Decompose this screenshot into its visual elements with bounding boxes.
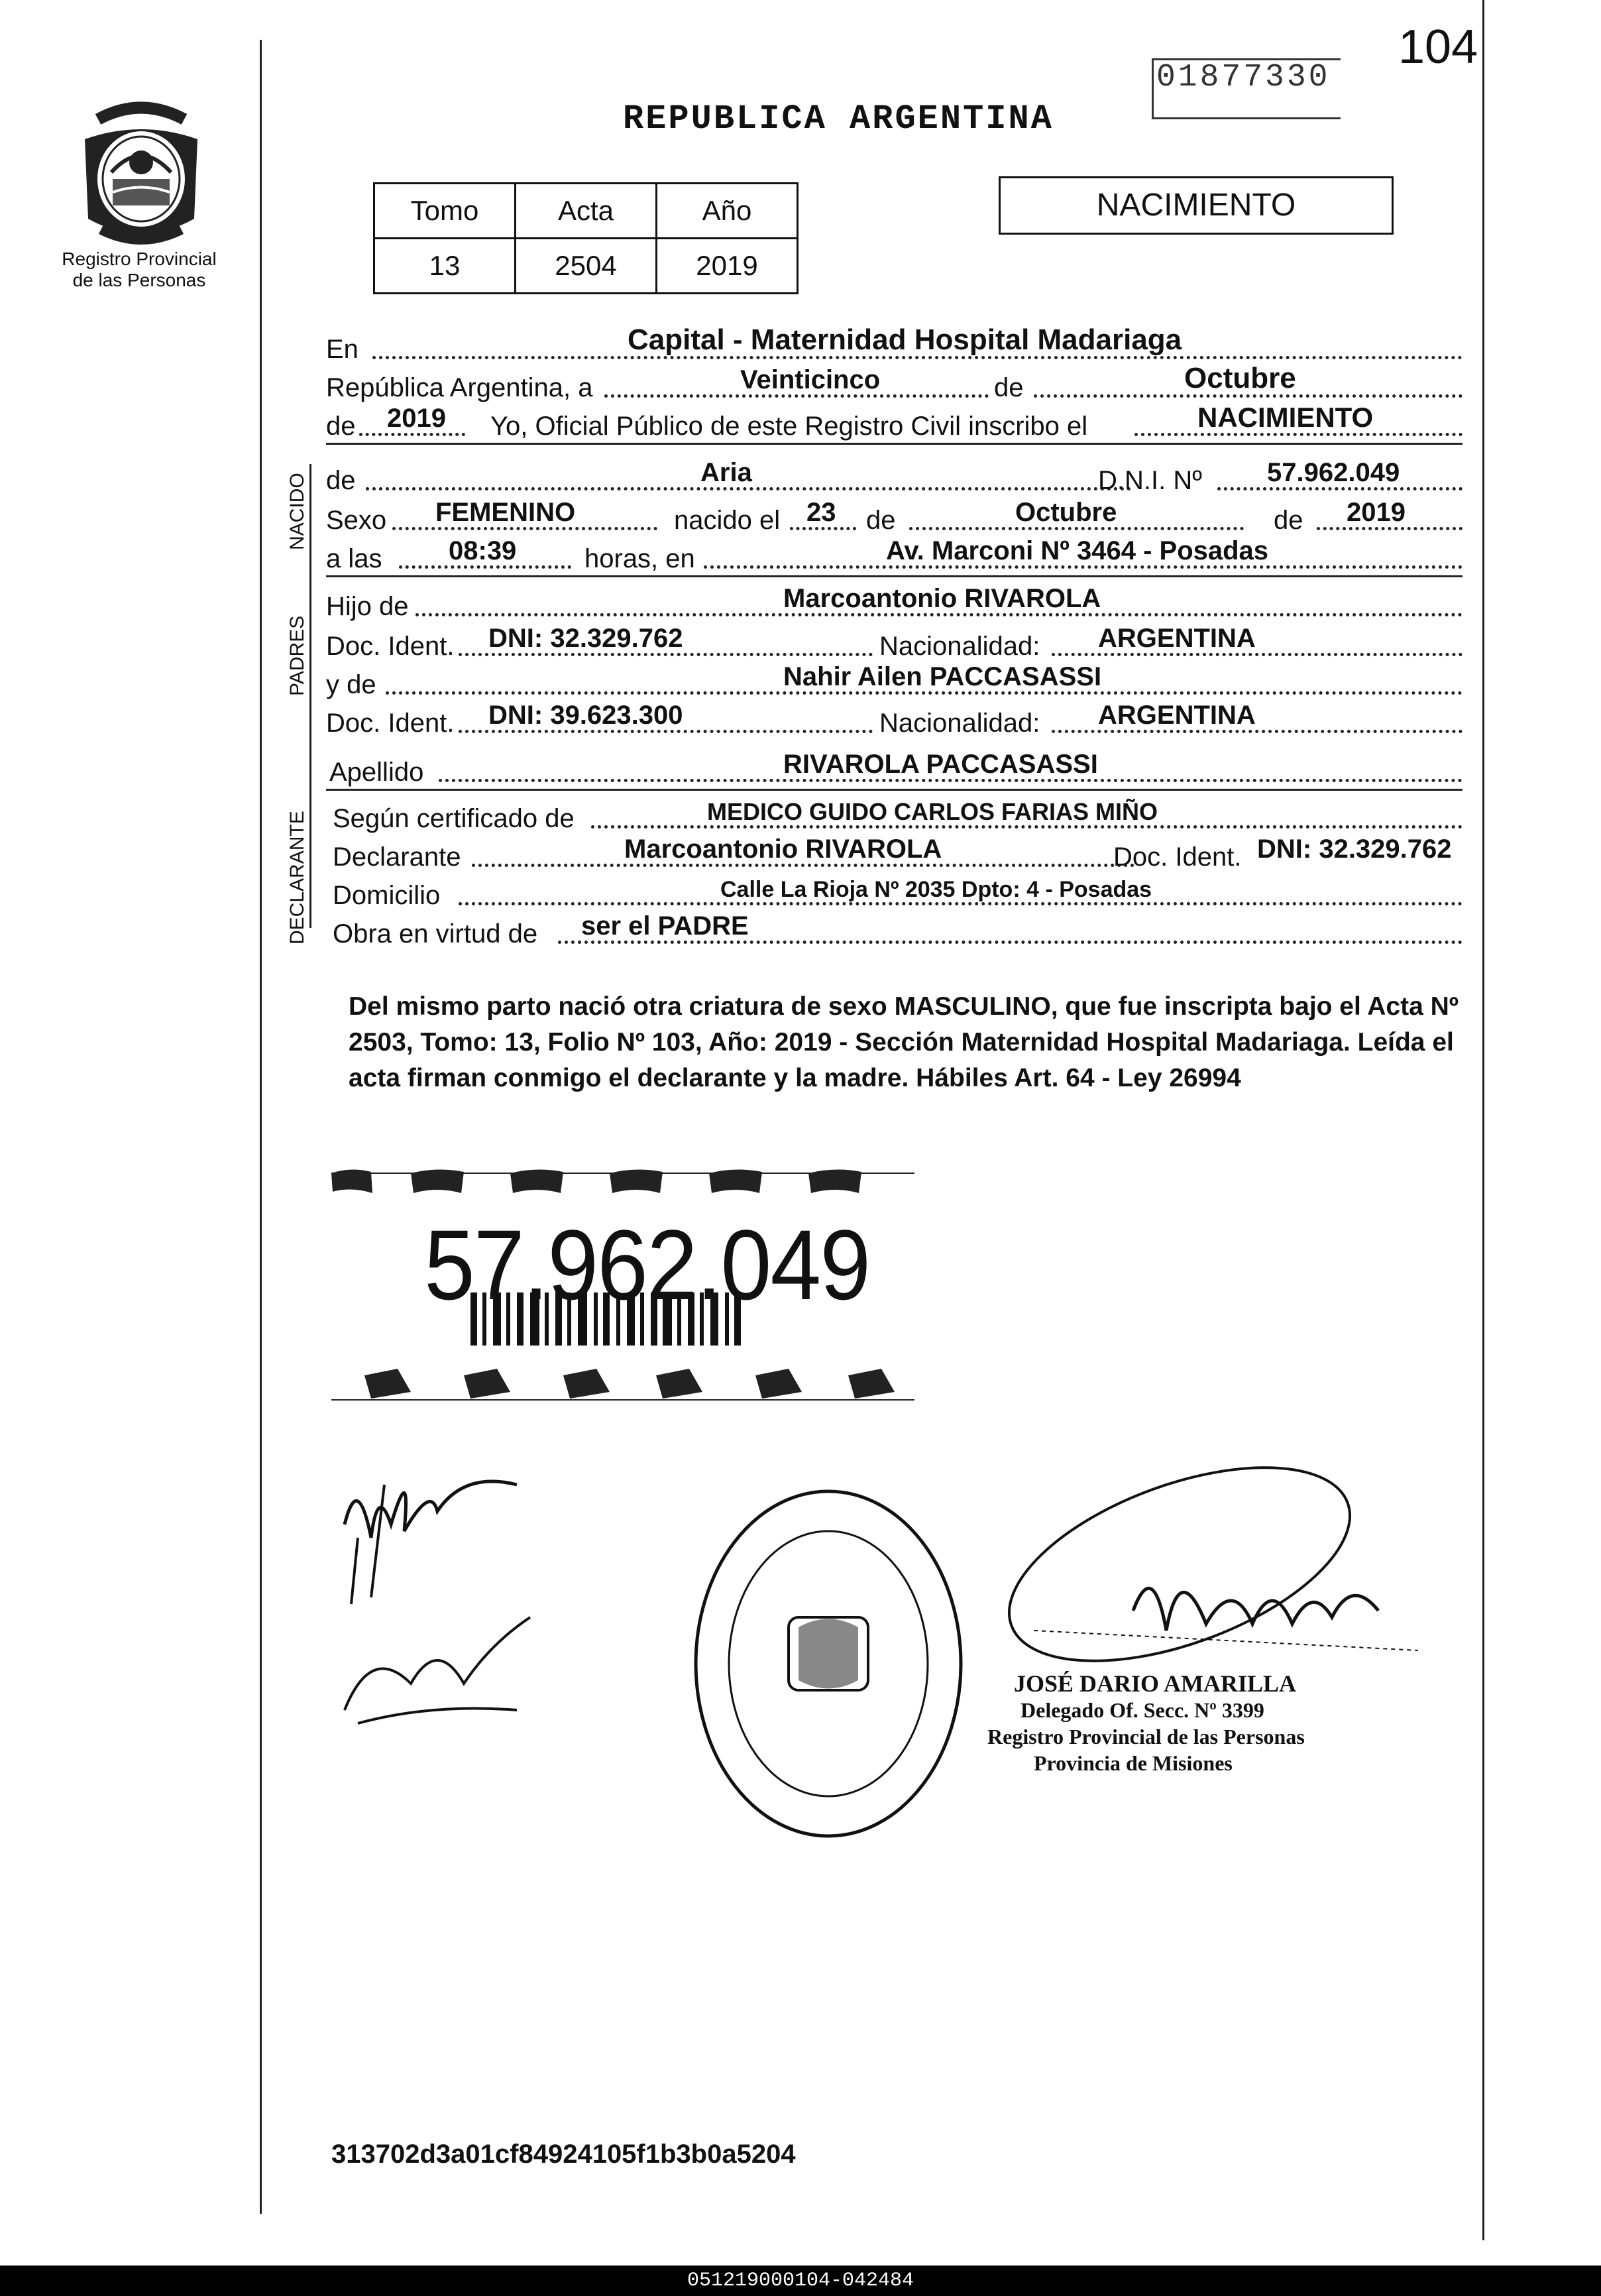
sexo-label: Sexo <box>326 506 387 535</box>
month-value: Octubre <box>1184 362 1296 394</box>
official-signature-block <box>987 1670 1305 1776</box>
domicilio-value: Calle La Rioja Nº 2035 Dpto: 4 - Posadas <box>720 877 1152 902</box>
row-apellido <box>326 749 1463 789</box>
official-line-4: Provincia de Misiones <box>1034 1751 1233 1775</box>
father-doc-label: Doc. Ident. <box>326 632 455 661</box>
mother-nat-label: Nacionalidad: <box>879 709 1040 738</box>
document-title: REPUBLICA ARGENTINA <box>623 99 1054 139</box>
section-rule-2 <box>326 575 1463 577</box>
section-rule-1 <box>326 443 1463 445</box>
dni-value: 57.962.049 <box>1267 458 1400 487</box>
official-name: JOSÉ DARIO AMARILLA <box>1014 1670 1297 1697</box>
nacido-el-label: nacido el <box>674 506 781 535</box>
alas-label: a las <box>326 544 382 573</box>
side-label-declarante: DECLARANTE <box>286 811 308 945</box>
horas-en-label: horas, en <box>584 544 695 573</box>
signature-left <box>331 1445 543 1756</box>
row-date <box>326 362 1463 404</box>
father-nat-label: Nacionalidad: <box>879 632 1040 661</box>
official-line-3: Registro Provincial de las Personas <box>987 1725 1305 1749</box>
decl-doc-label: Doc. Ident. <box>1113 842 1242 872</box>
logo-caption-line-1: Registro Provincial <box>62 249 217 269</box>
de2-label: de <box>866 506 896 535</box>
birth-note: Del mismo parto nació otra criatura de sexo MASCULINO, que fue inscripta bajo el Acta Nº 2503, Tomo: 13, Folio Nº 103, Año: 2019 - Sección Maternidad Hospital Madariaga. Leída el acta firman conmigo el declarante y la madre. Hábiles Art. 64 - Ley 26994 <box>349 992 1459 1092</box>
sexo-value: FEMENINO <box>435 498 576 527</box>
apellido-value: RIVAROLA PACCASASSI <box>783 750 1098 779</box>
logo-caption-line-2: de las Personas <box>72 270 206 290</box>
segun-label: Según certificado de <box>333 804 575 833</box>
decl-doc-value: DNI: 32.329.762 <box>1257 834 1452 864</box>
row-declarante <box>326 834 1463 874</box>
signature-right <box>954 1458 1431 1697</box>
inscribo-label: Yo, Oficial Público de este Registro Civil inscribo el <box>490 412 1088 441</box>
obra-label: Obra en virtud de <box>333 919 538 948</box>
row-segun <box>326 795 1463 835</box>
left-margin-rule <box>260 40 262 2214</box>
de3-label: de <box>1274 506 1303 535</box>
dni-label: D.N.I. Nº <box>1098 466 1202 495</box>
right-margin-rule <box>1482 0 1484 2240</box>
place-value: Av. Marconi Nº 3464 - Posadas <box>886 536 1269 565</box>
nacido-de-label: de <box>326 466 356 495</box>
row-domicilio <box>326 872 1463 912</box>
section-rule-3 <box>326 789 1463 791</box>
side-label-padres: PADRES <box>286 615 308 696</box>
logo-caption <box>40 249 239 291</box>
obra-value: ser el PADRE <box>581 911 749 941</box>
declarante-label: Declarante <box>333 842 461 872</box>
republica-label: República Argentina, a <box>326 373 593 402</box>
birth-year-value: 2019 <box>1347 498 1406 527</box>
row-hijo <box>326 583 1463 623</box>
mother-doc-label: Doc. Ident. <box>326 709 455 738</box>
act-type-box: NACIMIENTO <box>999 176 1394 235</box>
acta-header: Acta <box>516 184 657 239</box>
row-obra <box>326 911 1463 950</box>
official-line-2: Delegado Of. Secc. Nº 3399 <box>1021 1698 1264 1722</box>
official-seal <box>689 1485 967 1843</box>
anio-header: Año <box>657 184 798 239</box>
en-label: En <box>326 335 359 364</box>
mother-value: Nahir Ailen PACCASASSI <box>783 662 1102 691</box>
serial-number: 01877330 <box>1156 60 1331 95</box>
de-label: de <box>994 373 1024 402</box>
father-value: Marcoantonio RIVAROLA <box>783 584 1101 613</box>
page-number: 104 <box>1398 21 1478 74</box>
anio-value: 2019 <box>657 239 798 294</box>
mother-nat-value: ARGENTINA <box>1098 701 1256 730</box>
row-yde <box>326 661 1463 701</box>
row-mother-doc <box>326 700 1463 740</box>
dni-stamp-number: 57.962.049 <box>424 1209 870 1320</box>
hour-value: 08:39 <box>449 536 517 565</box>
acta-value: 2504 <box>516 239 657 294</box>
row-sexo <box>326 497 1463 537</box>
row-inscribo <box>326 403 1463 443</box>
declarante-value: Marcoantonio RIVAROLA <box>624 834 942 864</box>
year-prefix-label: de <box>326 412 356 441</box>
row-father-doc <box>326 623 1463 663</box>
document-hash: 313702d3a01cf84924105f1b3b0a5204 <box>331 2140 796 2169</box>
side-column-rule <box>309 464 311 928</box>
inscribo-value: NACIMIENTO <box>1197 402 1374 433</box>
father-nat-value: ARGENTINA <box>1098 624 1256 653</box>
tomo-header: Tomo <box>374 184 516 239</box>
mother-doc-value: DNI: 39.623.300 <box>488 701 683 730</box>
tomo-value: 13 <box>374 239 516 294</box>
registry-table <box>373 182 799 294</box>
en-value: Capital - Maternidad Hospital Madariaga <box>628 323 1182 356</box>
province-logo <box>72 99 211 245</box>
yde-label: y de <box>326 670 376 699</box>
row-name <box>326 457 1463 497</box>
footer-code: 051219000104-042484 <box>687 2269 914 2292</box>
apellido-label: Apellido <box>329 758 424 787</box>
day-value: Veinticinco <box>740 365 881 394</box>
domicilio-label: Domicilio <box>333 881 441 910</box>
father-doc-value: DNI: 32.329.762 <box>488 624 683 653</box>
birth-month-value: Octubre <box>1015 498 1117 527</box>
name-value: Aria <box>700 458 752 487</box>
segun-value: MEDICO GUIDO CARLOS FARIAS MIÑO <box>707 798 1158 825</box>
year-value: 2019 <box>387 404 446 433</box>
birth-day-value: 23 <box>806 498 836 527</box>
row-hora <box>326 536 1463 575</box>
side-label-nacido: NACIDO <box>286 473 308 550</box>
row-en <box>326 323 1463 366</box>
hijo-label: Hijo de <box>326 592 409 621</box>
footer-bar <box>0 2266 1601 2296</box>
